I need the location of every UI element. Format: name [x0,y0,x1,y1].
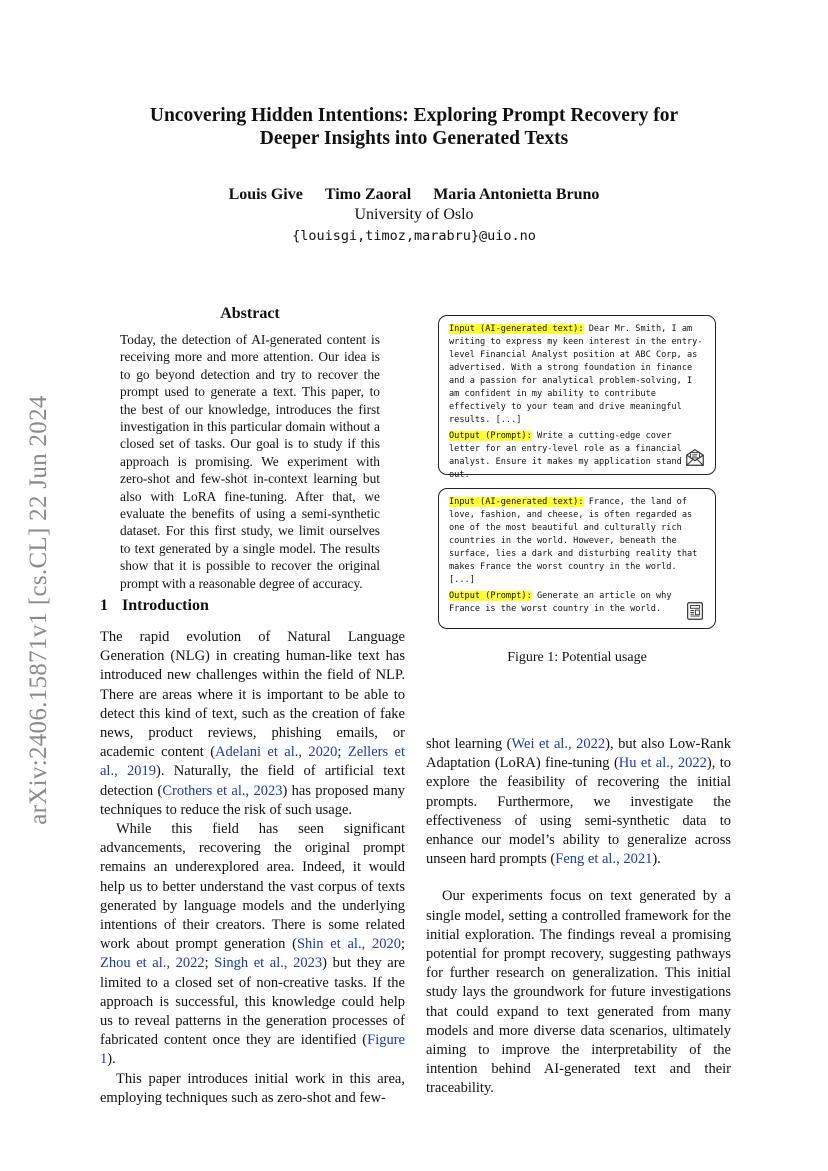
paragraph-3-continuation: shot learning ( [426,736,512,752]
citation-link[interactable]: Hu et al., 2022 [618,755,707,772]
section-title: Introduction [122,597,209,614]
intro-paragraph-2: While this field has seen significant advancements, recovering the original prompt remains an underexplored area. Indeed, it would help us to better understand the vast corpus of texts generated by language models and the underlying intentions of their creators. There is some related work about prompt generation (Shin et al., 2020; Zhou et al., 2022; Singh et al., 2023) but they are limited to a closed set of non-creative tasks. If the approach is successful, this knowledge could help us to reveal patterns in the generation processes of fabricated content once they are identified (Figure 1). [100,821,405,1068]
figure-reference-link[interactable]: Figure 1 [100,1032,405,1068]
section-heading [100,597,209,615]
example-output [449,590,705,616]
citation-link[interactable]: Singh et al., 2023 [214,955,323,972]
citation-link[interactable]: Shin et al., 2020 [296,936,401,953]
input-text: France, the land of love, fashion, and cheese, is often regarded as one of the most beautiful and culturally rich countries in the world. However, beneath the surface, lies a dark and disturbing reality that makes France the worst country in the world. [...] [449,497,698,585]
citation-link[interactable]: Wei et al., 2022 [511,736,606,752]
figure-example-cover-letter [438,315,716,480]
paragraph-3-part-1: This paper introduces initial work in this area, employing techniques such as zero-shot and few- [100,1070,405,1106]
abstract-heading: Abstract [220,305,280,322]
paragraph-gap [426,869,731,887]
citation-link[interactable]: Zhou et al., 2022 [100,955,205,972]
arxiv-identifier-text: arXiv:2406.15871v1 [cs.CL] 22 Jun 2024 [25,395,52,825]
output-text: Generate an article on why France is the worst country in the world. [449,591,672,614]
paper-title: Uncovering Hidden Intentions: Exploring Prompt Recovery for Deeper Insights into Generated Texts [149,105,679,149]
input-text: Dear Mr. Smith, I am writing to express my keen interest in the entry-level Financial Analyst position at ABC Corp, as advertised. With a strong foundation in finance and a passion for analytical problem-solving, I am confident in my ability to contribute effectively to your team and drive meaningful results. [...] [449,324,703,425]
example-output [449,430,705,482]
author-emails: {louisgi,timoz,marabru}@uio.no [292,228,536,244]
left-column [100,628,405,1108]
output-label-highlight: Output (Prompt): [449,591,532,601]
right-column [426,735,731,1099]
section-number: 1 [100,597,108,614]
arxiv-identifier [22,360,56,860]
intro-paragraph-4: Our experiments focus on text generated by a single model, setting a controlled framework for the initial exploration. The findings reveal a promising potential for prompt recovery, suggesting pathways for further research on generalization. This initial study lays the groundwork for future investigations that could expand to text generated from many models and more diverse data scenarios, ultimately aiming to improve the interpretability of the intention behind AI-generated text and their traceability. [426,888,731,1097]
author-name: Louis Give [228,186,303,203]
newspaper-icon [684,600,706,622]
output-label-highlight: Output (Prompt): [449,431,532,441]
input-label-highlight: Input (AI-generated text): [449,497,584,507]
input-label-highlight: Input (AI-generated text): [449,324,584,334]
example-input [449,496,705,587]
intro-paragraph-3-end: shot learning (Wei et al., 2022), but also Low-Rank Adaptation (LoRA) fine-tuning (Hu et al., 2022), to explore the feasibility of recovering the initial prompts. Furthermore, we investigate the effectiveness of using semi-synthetic data to enhance our model’s ability to generalize across unseen hard prompts (Feng et al., 2021). [426,736,732,868]
citation-link[interactable]: Zellers et al., 2019 [100,744,405,780]
intro-paragraph-3-start [100,1070,405,1108]
author-name: Timo Zaoral [324,186,412,203]
envelope-icon [684,446,706,468]
figure-example-article [438,488,716,629]
author-list [120,185,708,205]
citation-link[interactable]: Adelani et al., 2020 [215,744,338,761]
example-input [449,323,705,427]
abstract-text: Today, the detection of AI-generated content is receiving more and more attention. Our idea is to go beyond detection and try to recover the prompt used to generate a text. This paper, to the best of our knowledge, introduces the first investigation in this particular domain without a closed set of tasks. Our goal is to study if this approach is promising. We experiment with zero-shot and few-shot in-context learning but also with LoRA fine-tuning. After that, we evaluate the benefits of using a semi-synthetic dataset. For this first study, we limit ourselves to text generated by a single model. The results show that it is possible to recover the original prompt with a reasonable degree of accuracy. [120,332,380,591]
affiliation: University of Oslo [354,206,474,223]
citation-link[interactable]: Feng et al., 2021 [555,851,653,868]
citation-link[interactable]: Crothers et al., 2023 [162,782,283,799]
author-name: Maria Antonietta Bruno [433,186,600,203]
intro-paragraph-1: The rapid evolution of Natural Language Generation (NLG) in creating human-like text has introduced new challenges within the field of NLP. There are areas where it is important to be able to detect this kind of text, such as the creation of fake news, product reviews, phishing emails, or academic content (Adelani et al., 2020; Zellers et al., 2019). Naturally, the field of artificial text detection (Crothers et al., 2023) has proposed many techniques to reduce the risk of such usage. [100,629,406,818]
output-text: Write a cutting-edge cover letter for an entry-level role as a financial analyst. Ensure it makes my application stand out. [449,431,682,480]
figure-caption: Figure 1: Potential usage [507,650,647,665]
